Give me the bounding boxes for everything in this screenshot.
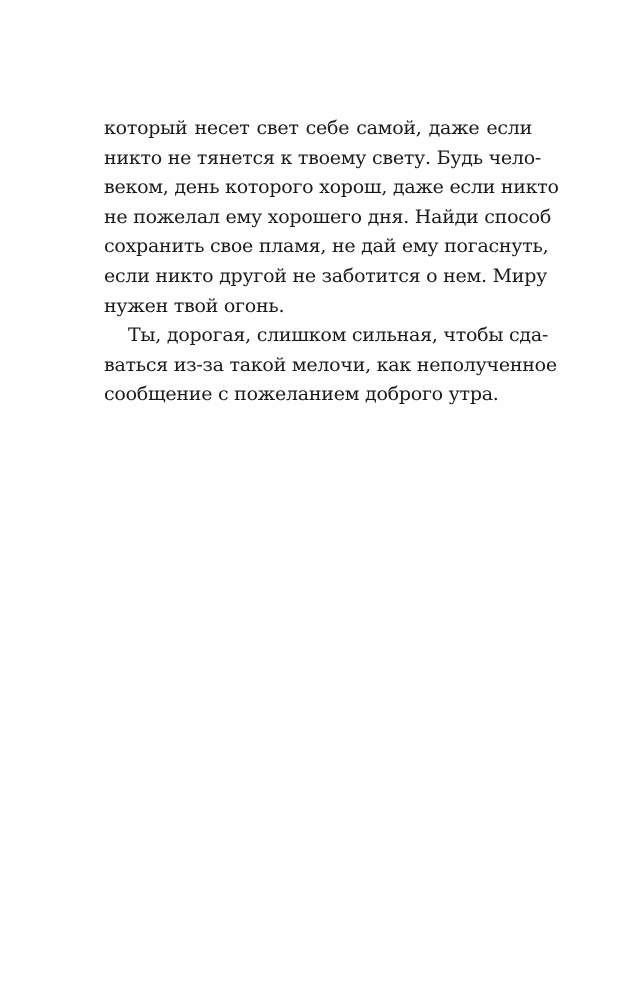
body-text [104,114,559,410]
paragraph-2 [104,321,557,410]
paragraph-1 [104,114,559,321]
text-line: сохранить свое пламя, не дай ему погаснуть, [104,235,549,258]
text-line: нужен твой огонь. [104,294,285,317]
text-line: не пожелал ему хорошего дня. Найди способ [104,205,552,228]
text-line: никто не тянется к твоему свету. Будь чело- [104,146,542,169]
text-line: ваться из-за такой мелочи, как неполученное [104,353,557,376]
text-line: если никто другой не заботится о нем. Миру [104,264,548,287]
text-line: сообщение с пожеланием доброго утра. [104,383,499,406]
text-line: Ты, дорогая, слишком сильная, чтобы сда- [128,324,549,347]
text-line: веком, день которого хорош, даже если никто [104,176,559,199]
text-line: который несет свет себе самой, даже если [104,117,532,139]
